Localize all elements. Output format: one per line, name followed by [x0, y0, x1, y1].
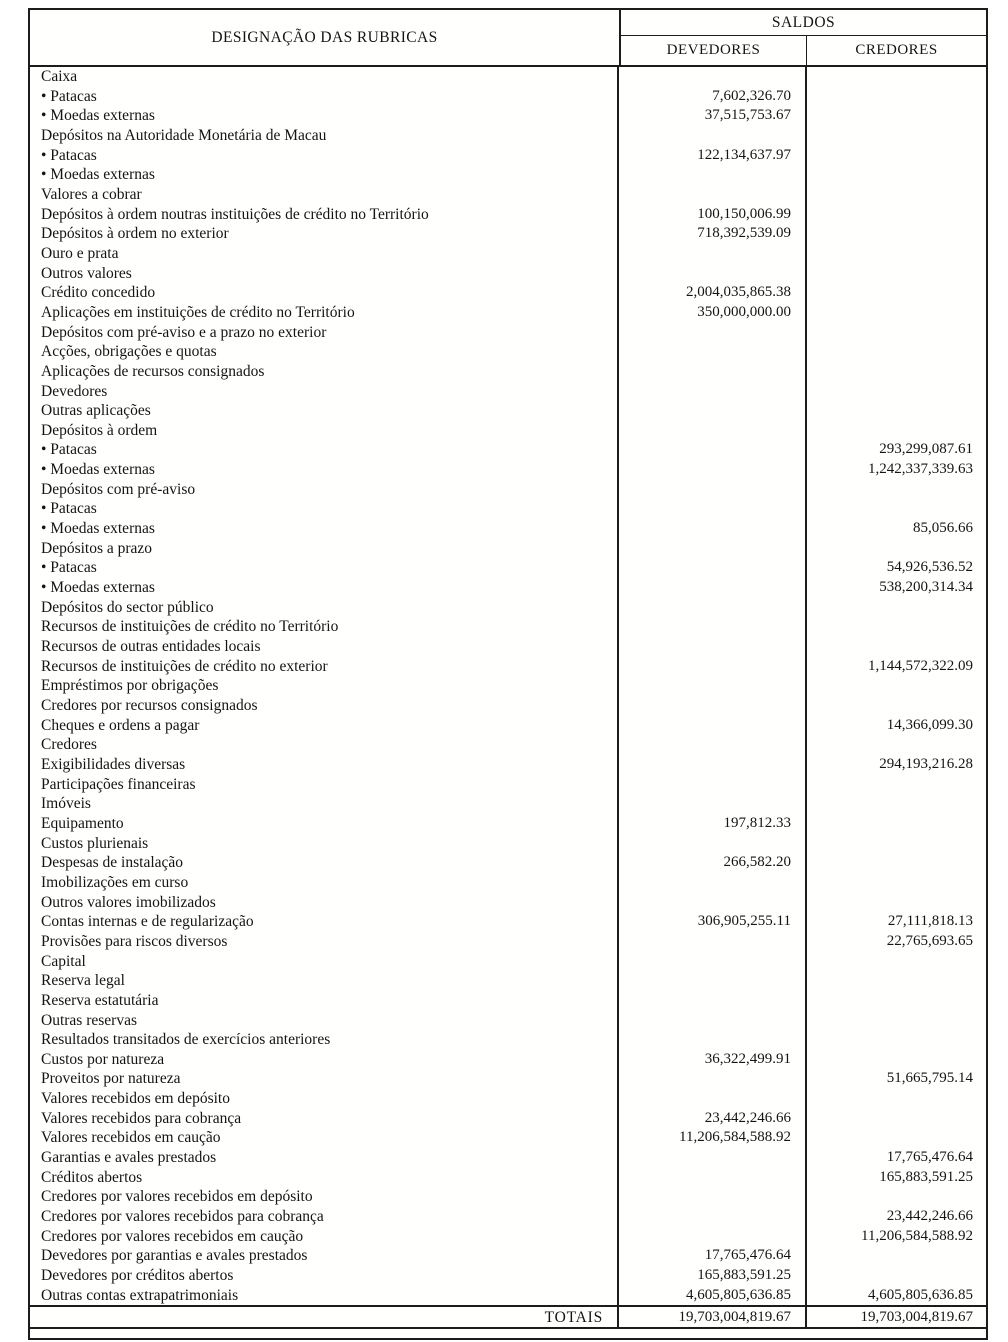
table-row — [30, 499, 986, 519]
devedores-value — [617, 362, 805, 382]
credores-value — [805, 1128, 986, 1148]
credores-value: 27,111,818.13 — [805, 912, 986, 932]
devedores-value: 7,602,326.70 — [617, 87, 805, 107]
credores-value: 22,765,693.65 — [805, 932, 986, 952]
credores-value — [805, 165, 986, 185]
table-row — [30, 67, 986, 87]
rubrica-label: Equipamento — [41, 814, 124, 832]
devedores-value — [617, 460, 805, 480]
table-row — [30, 676, 986, 696]
credores-value — [805, 382, 986, 402]
rubrica-label: Depósitos com pré-aviso — [41, 480, 196, 498]
rubrica-label: • Patacas — [41, 441, 97, 459]
rubrica-label: Depósitos com pré-aviso e a prazo no exterior — [41, 323, 327, 341]
credores-value — [805, 873, 986, 893]
table-row — [30, 578, 986, 598]
credores-value — [805, 342, 986, 362]
credores-value — [805, 1109, 986, 1129]
devedores-value — [617, 185, 805, 205]
credores-value — [805, 598, 986, 618]
devedores-value — [617, 67, 805, 87]
credores-value — [805, 853, 986, 873]
rubrica-label: Devedores por créditos abertos — [41, 1267, 234, 1285]
devedores-value — [617, 657, 805, 677]
table-row — [30, 696, 986, 716]
devedores-value — [617, 1069, 805, 1089]
credores-value — [805, 362, 986, 382]
rubrica-label: Credores por valores recebidos em caução — [41, 1227, 304, 1245]
devedores-value: 165,883,591.25 — [617, 1266, 805, 1286]
rubrica-label: Custos por natureza — [41, 1050, 165, 1068]
devedores-value — [617, 558, 805, 578]
rubrica-label: Crédito concedido — [41, 284, 156, 302]
credores-value — [805, 676, 986, 696]
rubrica-label: Capital — [41, 952, 86, 970]
credores-value: 85,056.66 — [805, 519, 986, 539]
table-row — [30, 1030, 986, 1050]
devedores-value — [617, 342, 805, 362]
rubrica-label: • Patacas — [41, 146, 97, 164]
table-row — [30, 1227, 986, 1247]
table-header — [30, 10, 986, 67]
devedores-value: 11,206,584,588.92 — [617, 1128, 805, 1148]
rubrica-label: Depósitos à ordem — [41, 421, 158, 439]
rubrica-label: • Patacas — [41, 559, 97, 577]
rubrica-label: Recursos de instituições de crédito no exterior — [41, 657, 328, 675]
devedores-value: 266,582.20 — [617, 853, 805, 873]
credores-value: 294,193,216.28 — [805, 755, 986, 775]
credores-value — [805, 106, 986, 126]
credores-value — [805, 775, 986, 795]
devedores-value — [617, 1030, 805, 1050]
credores-value — [805, 893, 986, 913]
credores-value — [805, 264, 986, 284]
table-row — [30, 401, 986, 421]
rubrica-label: Depósitos à ordem noutras instituições de crédito no Território — [41, 205, 429, 223]
credores-value: 1,144,572,322.09 — [805, 657, 986, 677]
devedores-value — [617, 480, 805, 500]
table-row — [30, 1011, 986, 1031]
devedores-value: 23,442,246.66 — [617, 1109, 805, 1129]
devedores-value — [617, 755, 805, 775]
devedores-value: 306,905,255.11 — [617, 912, 805, 932]
credores-value — [805, 952, 986, 972]
credores-value: 4,605,805,636.85 — [805, 1286, 986, 1306]
devedores-value — [617, 834, 805, 854]
table-row — [30, 519, 986, 539]
devedores-value — [617, 401, 805, 421]
rubrica-label: Depósitos a prazo — [41, 539, 153, 557]
devedores-value — [617, 637, 805, 657]
credores-value — [805, 87, 986, 107]
credores-value — [805, 499, 986, 519]
rubrica-label: Recursos de outras entidades locais — [41, 638, 261, 656]
rubrica-label: Reserva estatutária — [41, 991, 159, 1009]
table-row — [30, 126, 986, 146]
credores-value — [805, 539, 986, 559]
devedores-value — [617, 598, 805, 618]
table-row — [30, 775, 986, 795]
devedores-value — [617, 244, 805, 264]
rubrica-label: Provisões para riscos diversos — [41, 932, 228, 950]
column-header-saldos: SALDOS — [621, 10, 986, 36]
devedores-value — [617, 873, 805, 893]
devedores-value — [617, 775, 805, 795]
rubrica-label: Aplicações de recursos consignados — [41, 362, 265, 380]
rubrica-label: Despesas de instalação — [41, 854, 184, 872]
devedores-value — [617, 971, 805, 991]
credores-value — [805, 67, 986, 87]
table-row — [30, 558, 986, 578]
column-header-devedores: DEVEDORES — [621, 36, 807, 65]
credores-value — [805, 971, 986, 991]
rubrica-label: • Moedas externas — [41, 461, 155, 479]
table-row — [30, 893, 986, 913]
totals-credores-value: 19,703,004,819.67 — [805, 1307, 986, 1327]
devedores-value — [617, 716, 805, 736]
saldos-column-group — [619, 10, 986, 65]
credores-value — [805, 323, 986, 343]
devedores-value — [617, 1011, 805, 1031]
rubrica-label: • Moedas externas — [41, 520, 155, 538]
credores-value — [805, 814, 986, 834]
table-row — [30, 1266, 986, 1286]
rubrica-label: Credores por valores recebidos em depósito — [41, 1188, 313, 1206]
devedores-value — [617, 499, 805, 519]
table-row — [30, 303, 986, 323]
balance-sheet-table — [28, 8, 988, 1340]
rubrica-label: Depósitos do sector público — [41, 598, 214, 616]
credores-value: 293,299,087.61 — [805, 440, 986, 460]
credores-value — [805, 637, 986, 657]
devedores-value — [617, 264, 805, 284]
table-row — [30, 1246, 986, 1266]
devedores-value — [617, 1227, 805, 1247]
devedores-value: 2,004,035,865.38 — [617, 283, 805, 303]
rubrica-label: Custos plurienais — [41, 834, 149, 852]
rubrica-label: Imóveis — [41, 795, 91, 813]
rubrica-label: Credores — [41, 736, 97, 754]
devedores-value — [617, 1089, 805, 1109]
table-row — [30, 932, 986, 952]
credores-value — [805, 283, 986, 303]
devedores-value — [617, 519, 805, 539]
credores-value — [805, 244, 986, 264]
table-row — [30, 912, 986, 932]
column-header-designacao: DESIGNAÇÃO DAS RUBRICAS — [211, 28, 438, 46]
credores-value: 17,765,476.64 — [805, 1148, 986, 1168]
credores-value: 54,926,536.52 — [805, 558, 986, 578]
rubrica-label: Depósitos à ordem no exterior — [41, 225, 229, 243]
devedores-value — [617, 440, 805, 460]
table-row — [30, 224, 986, 244]
devedores-value — [617, 794, 805, 814]
credores-value — [805, 146, 986, 166]
totals-row — [30, 1305, 986, 1329]
table-row — [30, 1207, 986, 1227]
credores-value — [805, 696, 986, 716]
rubrica-label: • Patacas — [41, 500, 97, 518]
table-row — [30, 205, 986, 225]
devedores-value — [617, 126, 805, 146]
table-row — [30, 539, 986, 559]
rubrica-label: Outras aplicações — [41, 402, 151, 420]
table-row — [30, 421, 986, 441]
credores-value — [805, 303, 986, 323]
table-row — [30, 1109, 986, 1129]
credores-value — [805, 834, 986, 854]
table-row — [30, 598, 986, 618]
rubrica-label: Caixa — [41, 68, 78, 85]
credores-value — [805, 1050, 986, 1070]
table-row — [30, 716, 986, 736]
rubrica-label: Acções, obrigações e quotas — [41, 343, 217, 361]
devedores-value — [617, 735, 805, 755]
devedores-value: 17,765,476.64 — [617, 1246, 805, 1266]
table-row — [30, 637, 986, 657]
rubrica-label: Resultados transitados de exercícios anteriores — [41, 1031, 331, 1049]
credores-value: 11,206,584,588.92 — [805, 1227, 986, 1247]
credores-value — [805, 1266, 986, 1286]
rubrica-label: Depósitos na Autoridade Monetária de Macau — [41, 126, 327, 144]
devedores-value: 37,515,753.67 — [617, 106, 805, 126]
devedores-value: 718,392,539.09 — [617, 224, 805, 244]
rubrica-label: Participações financeiras — [41, 775, 196, 793]
devedores-value — [617, 932, 805, 952]
rubrica-label: • Moedas externas — [41, 107, 155, 125]
totals-devedores-value: 19,703,004,819.67 — [617, 1307, 805, 1327]
credores-value: 23,442,246.66 — [805, 1207, 986, 1227]
devedores-value — [617, 952, 805, 972]
column-header-credores: CREDORES — [855, 42, 938, 58]
rubrica-label: Valores recebidos em depósito — [41, 1090, 230, 1108]
devedores-value — [617, 1168, 805, 1188]
totals-label: TOTAIS — [544, 1309, 603, 1327]
rubrica-label: Valores recebidos em caução — [41, 1129, 221, 1147]
table-row — [30, 244, 986, 264]
devedores-value — [617, 1207, 805, 1227]
rubrica-label: Cheques e ordens a pagar — [41, 716, 200, 734]
table-row — [30, 460, 986, 480]
credores-value — [805, 1030, 986, 1050]
table-row — [30, 342, 986, 362]
credores-value — [805, 735, 986, 755]
table-row — [30, 755, 986, 775]
credores-value — [805, 1011, 986, 1031]
devedores-value — [617, 1148, 805, 1168]
table-row — [30, 657, 986, 677]
table-row — [30, 185, 986, 205]
table-row — [30, 971, 986, 991]
credores-value — [805, 185, 986, 205]
rubrica-label: Devedores por garantias e avales prestados — [41, 1247, 308, 1265]
table-row — [30, 834, 986, 854]
table-row — [30, 1050, 986, 1070]
rubrica-label: Outras contas extrapatrimoniais — [41, 1286, 239, 1304]
devedores-value — [617, 893, 805, 913]
devedores-value: 122,134,637.97 — [617, 146, 805, 166]
table-row — [30, 873, 986, 893]
table-row — [30, 952, 986, 972]
credores-value — [805, 421, 986, 441]
rubrica-label: Proveitos por natureza — [41, 1070, 181, 1088]
credores-value: 51,665,795.14 — [805, 1069, 986, 1089]
table-row — [30, 106, 986, 126]
devedores-value — [617, 421, 805, 441]
credores-value — [805, 1246, 986, 1266]
devedores-value: 100,150,006.99 — [617, 205, 805, 225]
sheet-bottom-gap — [30, 1329, 986, 1338]
table-row — [30, 87, 986, 107]
rubrica-label: Recursos de instituições de crédito no Território — [41, 618, 339, 636]
rubrica-label: Credores por recursos consignados — [41, 697, 258, 714]
credores-value: 538,200,314.34 — [805, 578, 986, 598]
devedores-value — [617, 323, 805, 343]
devedores-value — [617, 578, 805, 598]
credores-value — [805, 991, 986, 1011]
devedores-value — [617, 617, 805, 637]
rubrica-label: • Patacas — [41, 87, 97, 105]
table-row — [30, 853, 986, 873]
devedores-value: 197,812.33 — [617, 814, 805, 834]
devedores-value — [617, 696, 805, 716]
devedores-value — [617, 991, 805, 1011]
rubrica-label: Empréstimos por obrigações — [41, 677, 219, 695]
table-row — [30, 794, 986, 814]
rubrica-label: Créditos abertos — [41, 1168, 143, 1186]
table-row — [30, 735, 986, 755]
rubrica-label: Ouro e prata — [41, 244, 119, 262]
table-row — [30, 283, 986, 303]
table-row — [30, 1148, 986, 1168]
credores-value — [805, 480, 986, 500]
rubrica-label: Outros valores imobilizados — [41, 893, 216, 911]
rubrica-label: Aplicações em instituições de crédito no Território — [41, 303, 355, 321]
rubrica-label: Valores recebidos para cobrança — [41, 1109, 242, 1127]
rubrica-label: Exigibilidades diversas — [41, 755, 186, 773]
table-row — [30, 1128, 986, 1148]
table-row — [30, 814, 986, 834]
table-body — [30, 67, 986, 1305]
table-row — [30, 165, 986, 185]
table-row — [30, 991, 986, 1011]
rubrica-label: Devedores — [41, 382, 108, 400]
credores-value — [805, 617, 986, 637]
rubrica-label: • Moedas externas — [41, 166, 155, 184]
rubrica-label: Imobilizações em curso — [41, 873, 189, 891]
devedores-value — [617, 676, 805, 696]
rubrica-label: Valores a cobrar — [41, 185, 142, 203]
credores-value — [805, 401, 986, 421]
devedores-value — [617, 165, 805, 185]
rubrica-label: Outras reservas — [41, 1011, 137, 1029]
rubrica-label: • Moedas externas — [41, 579, 155, 597]
credores-value — [805, 1187, 986, 1207]
table-row — [30, 1168, 986, 1188]
credores-value — [805, 224, 986, 244]
rubrica-label: Reserva legal — [41, 972, 125, 990]
credores-value — [805, 794, 986, 814]
table-row — [30, 1089, 986, 1109]
table-row — [30, 1286, 986, 1306]
devedores-value: 36,322,499.91 — [617, 1050, 805, 1070]
credores-value: 1,242,337,339.63 — [805, 460, 986, 480]
devedores-value — [617, 1187, 805, 1207]
table-row — [30, 1187, 986, 1207]
table-row — [30, 617, 986, 637]
devedores-value — [617, 539, 805, 559]
credores-value — [805, 126, 986, 146]
table-row — [30, 1069, 986, 1089]
credores-value: 165,883,591.25 — [805, 1168, 986, 1188]
devedores-value: 350,000,000.00 — [617, 303, 805, 323]
devedores-value: 4,605,805,636.85 — [617, 1286, 805, 1306]
table-row — [30, 323, 986, 343]
credores-value: 14,366,099.30 — [805, 716, 986, 736]
rubrica-label: Credores por valores recebidos para cobrança — [41, 1208, 324, 1226]
table-row — [30, 440, 986, 460]
credores-value — [805, 205, 986, 225]
table-row — [30, 264, 986, 284]
table-row — [30, 382, 986, 402]
rubrica-label: Outros valores — [41, 264, 132, 282]
credores-value — [805, 1089, 986, 1109]
table-row — [30, 362, 986, 382]
rubrica-label: Garantias e avales prestados — [41, 1149, 217, 1167]
rubrica-label: Contas internas e de regularização — [41, 913, 254, 931]
table-row — [30, 146, 986, 166]
table-row — [30, 480, 986, 500]
devedores-value — [617, 382, 805, 402]
